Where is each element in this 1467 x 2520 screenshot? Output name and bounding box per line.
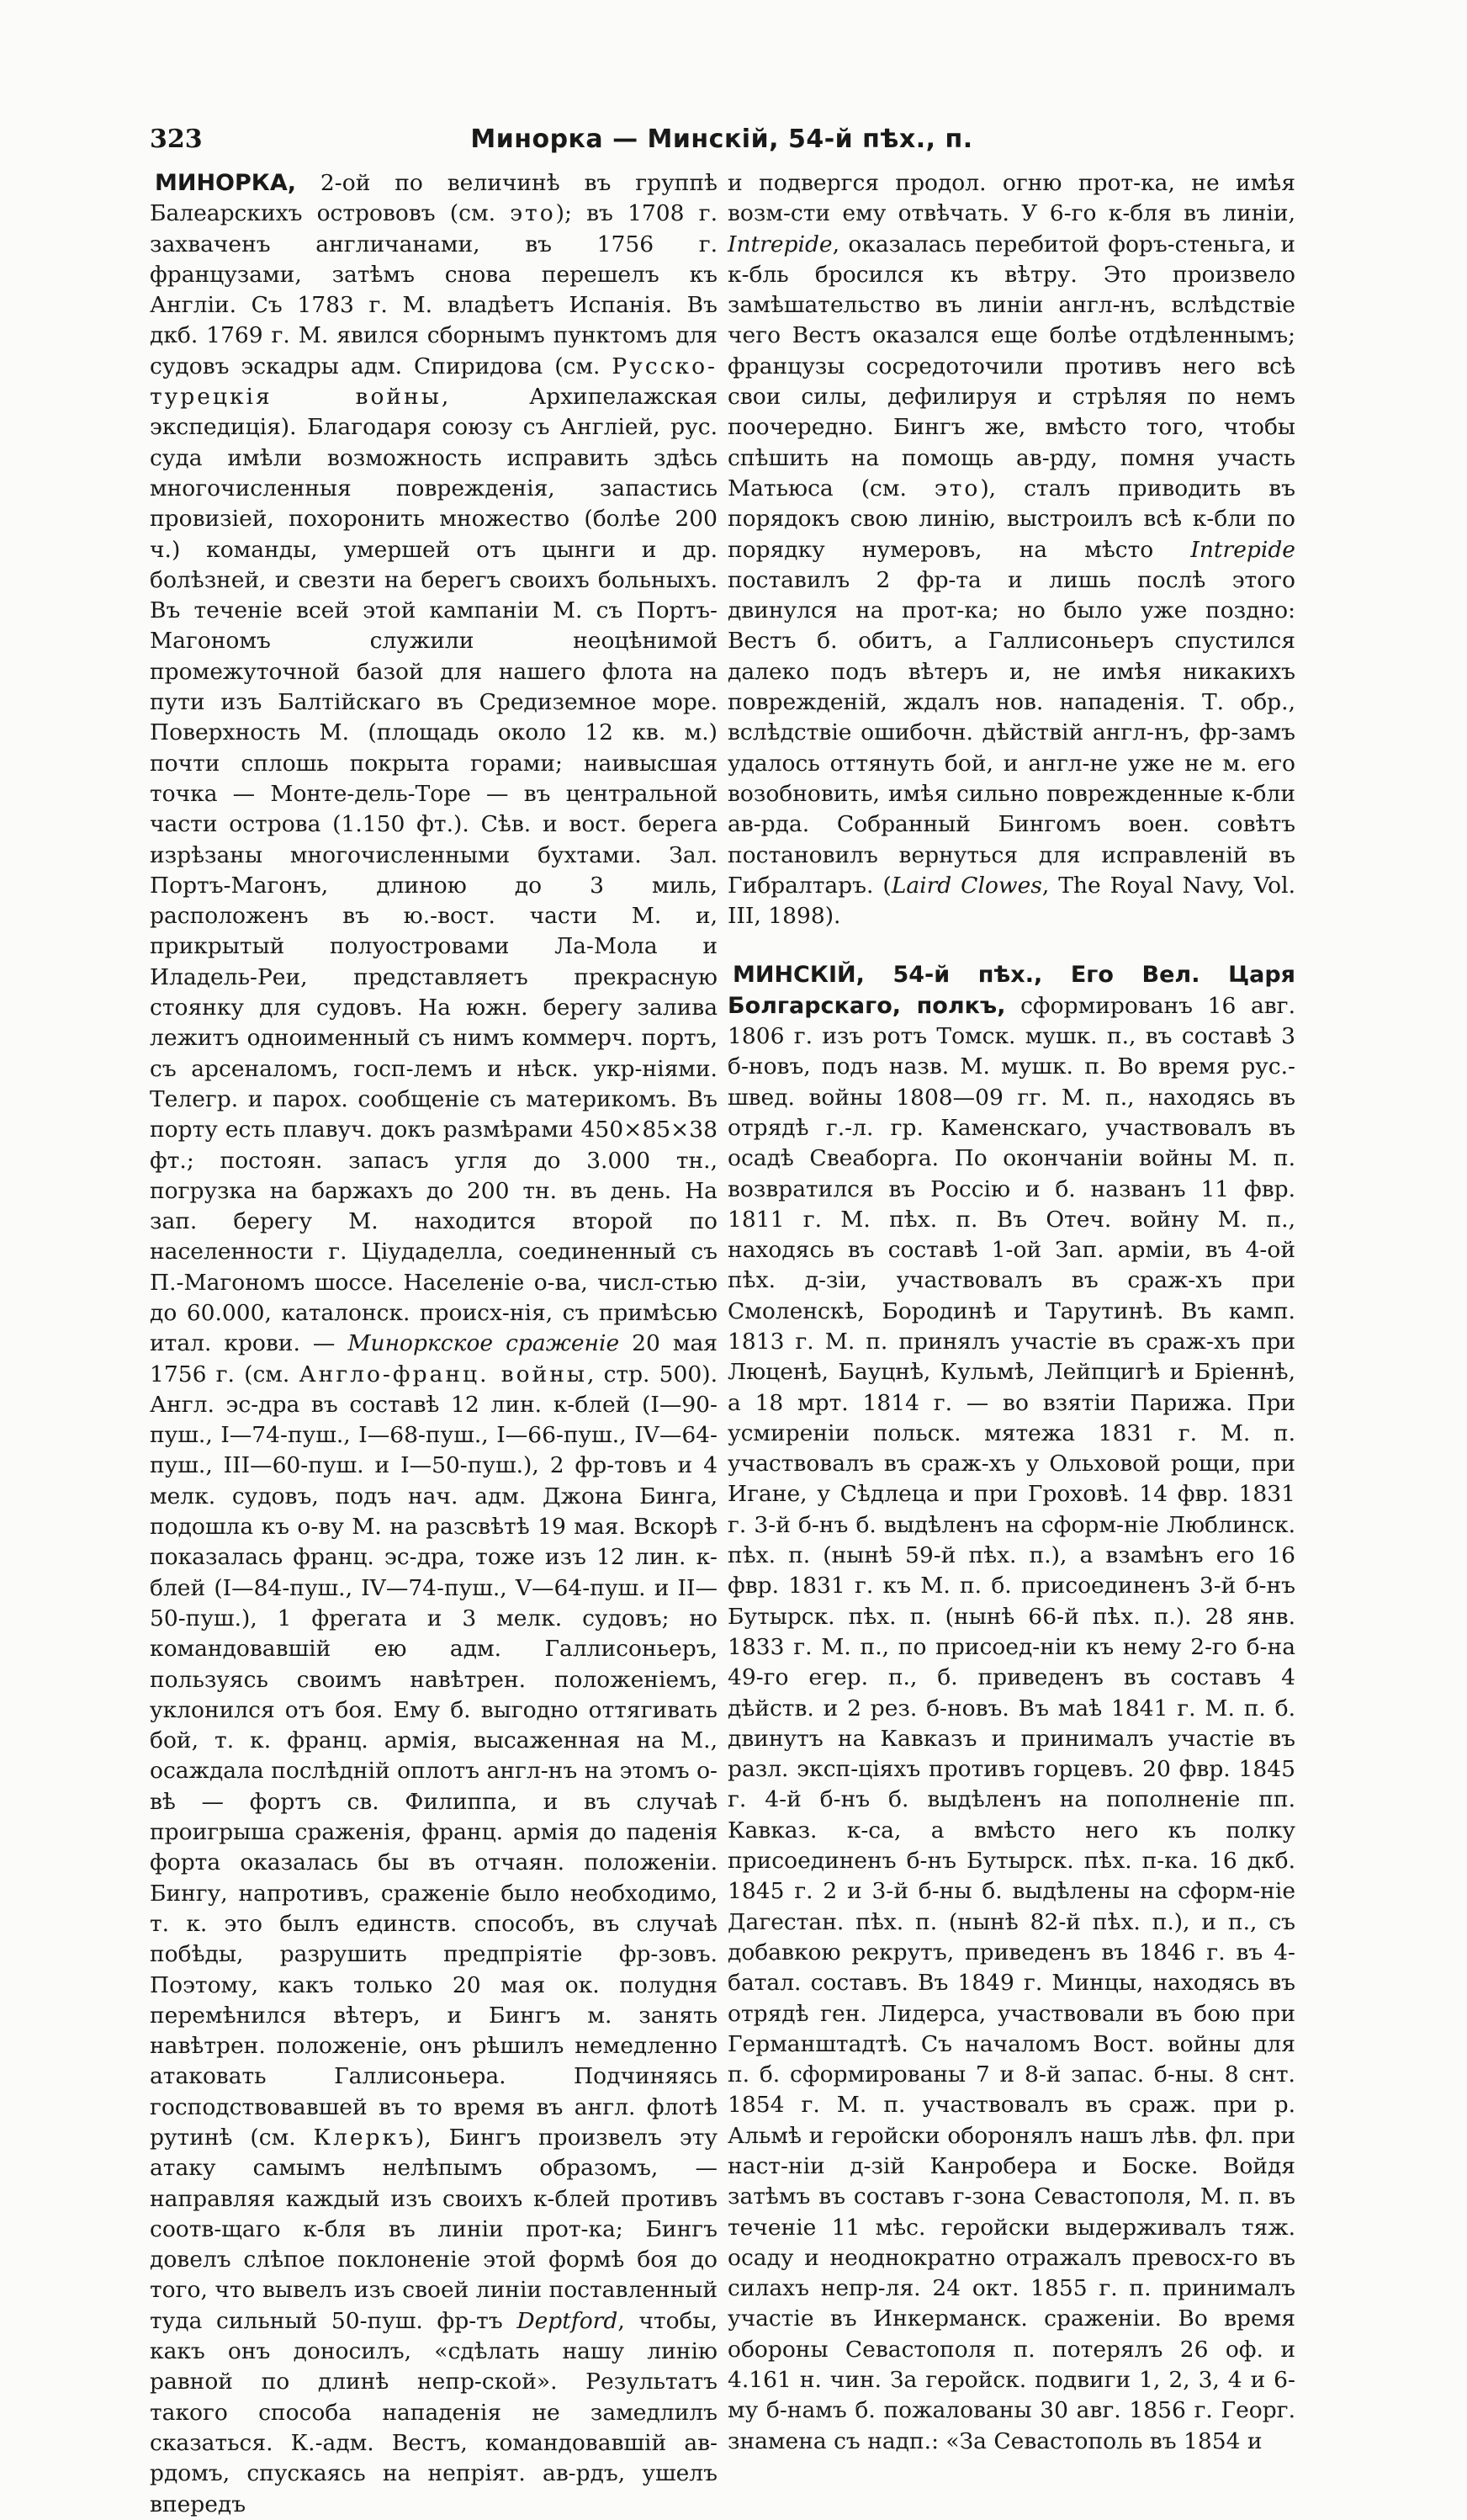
headword-minskiy: МИНСКІЙ, 54-й пѣх., Его Вел. Царя Болгарскаго, полкъ,: [728, 962, 1295, 1019]
text-run: ), Бингъ произвелъ эту атаку самымъ нелѣпымъ образомъ, — направляя каждый изъ своихъ к-блей противъ соотв-щаго к-бля въ линіи прот-ка; Бингъ довелъ слѣпое поклоненіе этой формѣ боя до того, что вывелъ изъ своей линіи поставленный туда сильный 50-пуш. фр-тъ: [150, 2125, 718, 2334]
entry-minorka-continued: [728, 168, 1295, 931]
right-column: [728, 168, 1295, 2457]
cross-reference: Англо-франц. войны: [299, 1361, 587, 1387]
text-run: сформированъ 16 авг. 1806 г. изъ ротъ Томск. мушк. п., въ составѣ 3 б-новъ, подъ назв. М. мушк. п. Во время рус.-швед. войны 1808—09 гг. М. п., находясь въ отрядѣ г.-л. гр. Каменскаго, участвовалъ въ осадѣ Свеаборга. По окончаніи войны М. п. возвратился въ Россію и б. названъ 11 фвр. 1811 г. М. пѣх. п. Въ Отеч. войну М. п., находясь въ составѣ 1-ой Зап. арміи, въ 4-ой пѣх. д-зіи, участвовалъ въ сраж-хъ при Смоленскѣ, Бородинѣ и Тарутинѣ. Въ камп. 1813 г. М. п. принялъ участіе въ сраж-хъ при Люценѣ, Бауцнѣ, Кульмѣ, Лейпцигѣ и Бріеннѣ, а 18 мрт. 1814 г. — во взятіи Парижа. При усмиреніи польск. мятежа 1831 г. М. п. участвовалъ въ сраж-хъ у Ольховой рощи, при Игане, у Сѣдлеца и при Гроховѣ. 14 фвр. 1831 г. 3-й б-нъ б. выдѣленъ на сформ-ніе Люблинск. пѣх. п. (нынѣ 59-й пѣх. п.), а взамѣнъ его 16 фвр. 1831 г. къ М. п. б. присоединенъ 3-й б-нъ Бутырск. пѣх. п. (нынѣ 66-й пѣх. п.). 28 янв. 1833 г. М. п., по присоед-ніи къ нему 2-го б-на 49-го егер. п., б. приведенъ въ составъ 4 дѣйств. и 2 рез. б-новъ. Въ маѣ 1841 г. М. п. б. двинутъ на Кавказъ и принималъ участіе въ разл. эксп-ціяхъ противъ горцевъ. 20 фвр. 1845 г. 4-й б-нъ б. выдѣленъ на пополненіе пп. Кавказ. к-са, а вмѣсто него къ полку присоединенъ б-нъ Бутырск. пѣх. п-ка. 16 дкб. 1845 г. 2 и 3-й б-ны б. выдѣлены на сформ-ніе Дагестан. пѣх. п. (нынѣ 82-й пѣх. п.), и п., съ добавкою рекрутъ, приведенъ въ 1846 г. въ 4-батал. составъ. Въ 1849 г. Минцы, находясь въ отрядѣ ген. Лидерса, участвовали въ бою при Германштадтѣ. Съ началомъ Вост. войны для п. б. сформированы 7 и 8-й запас. б-ны. 8 снт. 1854 г. М. п. участвовалъ въ сраж. при р. Альмѣ и геройски оборонялъ нашъ лѣв. фл. при наст-ніи д-зій Канробера и Боске. Войдя затѣмъ въ составъ г-зона Севастополя, М. п. въ теченіе 11 мѣс. геройски выдерживалъ тяж. осаду и неоднократно отражалъ превосх-го въ силахъ непр-ля. 24 окт. 1855 г. п. принималъ участіе въ Инкерманск. сраженіи. Во время обороны Севастополя п. потерялъ 26 оф. и 4.161 н. чин. За геройск. подвиги 1, 2, 3, 4 и 6-му б-намъ б. пожалованы 30 авг. 1856 г. Георг. знамена съ надп.: «За Севастополь въ 1854 и: [728, 992, 1295, 2454]
cross-reference: это: [934, 475, 981, 501]
text-run: 20 мая 1756 г. (см.: [150, 1330, 718, 1387]
ship-name: Intrepide: [728, 231, 833, 257]
ship-name: Deptford: [516, 2307, 618, 2334]
entry-minskiy: [728, 960, 1295, 2457]
text-run: 2-ой по величинѣ въ группѣ Балеарскихъ острововъ (см.: [150, 170, 718, 227]
page-number: 323: [150, 125, 203, 154]
text-run: , оказалась перебитой форъ-стеньга, и к-бль бросился къ вѣтру. Это произвело замѣшательство въ линіи англ-нъ, вслѣдствіе чего Вестъ оказался еще болѣе отдѣленнымъ; французы сосредоточили противъ него всѣ свои силы, дефилируя и стрѣляя по немъ поочередно. Бингъ же, вмѣсто того, чтобы спѣшить на помощь ав-рду, помня участь Матьюса (см.: [728, 231, 1295, 501]
citation-author: Laird Clowes: [891, 872, 1042, 899]
left-column: [150, 168, 718, 2520]
cross-reference: это: [510, 200, 556, 227]
text-run: , Архипелажская экспедиція). Благодаря союзу съ Англіей, рус. суда имѣли возможность исправить здѣсь многочисленныя поврежденія, запастись провизіей, похоронить множество (болѣе 200 ч.) команды, умершей отъ цынги и др. болѣзней, и свезти на берегъ своихъ больныхъ. Въ теченіе всей этой кампаніи М. съ Портъ-Магономъ служили неоцѣнимой промежуточной базой для нашего флота на пути изъ Балтійскаго въ Средиземное море. Поверхность М. (площадь около 12 кв. м.) почти сплошь покрыта горами; наивысшая точка — Монте-дель-Торе — въ центральной части острова (1.150 фт.). Сѣв. и вост. берега изрѣзаны многочисленными бухтами. Зал. Портъ-Магонъ, длиною до 3 миль, расположенъ въ ю.-вост. части М. и, прикрытый полуостровами Ла-Мола и Иладель-Реи, представляетъ прекрасную стоянку для судовъ. На южн. берегу залива лежитъ одноименный съ нимъ коммерч. портъ, съ арсеналомъ, госп-лемъ и нѣск. укр-ніями. Телегр. и парох. сообщеніе съ материкомъ. Въ порту есть плавуч. докъ размѣрами 450×85×38 фт.; постоян. запасъ угля до 3.000 тн., погрузка на баржахъ до 200 тн. въ день. На зап. берегу М. находится второй по населенности г. Ціудаделла, соединенный съ П.-Магономъ шоссе. Населеніе о-ва, числ-стью до 60.000, каталонск. происх-нія, съ примѣсью итал. крови. —: [150, 384, 718, 1357]
cross-reference: Клеркъ: [313, 2125, 416, 2151]
text-run: , чтобы, какъ онъ доносилъ, «сдѣлать нашу линію равной по длинѣ непр-ской». Результатъ такого способа нападенія не замедлилъ сказаться. К.-адм. Вестъ, командовавшій ав-рдомъ, спускаясь на непріят. ав-рдъ, ушелъ впередъ: [150, 2307, 718, 2517]
text-run: , стр. 500). Англ. эс-дра въ составѣ 12 лин. к-блей (I—90-пуш., I—74-пуш., I—68-пуш., I—66-пуш., IV—64-пуш., III—60-пуш. и I—50-пуш.), 2 фр-товъ и 4 мелк. судовъ, подъ нач. адм. Джона Бинга, подошла къ о-ву М. на разсвѣтѣ 19 мая. Вскорѣ показалась франц. эс-дра, тоже изъ 12 лин. к-блей (I—84-пуш., IV—74-пуш., V—64-пуш. и II—50-пуш.), 1 фрегата и 3 мелк. судовъ; но командовавшій ею адм. Галлисоньеръ, пользуясь своимъ навѣтрен. положеніемъ, уклонился отъ боя. Ему б. выгодно оттягивать бой, т. к. франц. армія, высаженная на М., осаждала послѣдній оплотъ англ-нъ на этомъ о-вѣ — фортъ св. Филиппа, и въ случаѣ проигрыша сраженія, франц. армія до паденія форта оказалась бы въ отчаян. положеніи. Бингу, напротивъ, сраженіе было необходимо, т. к. это былъ единств. способъ, въ случаѣ побѣды, разрушить предпріятіе фр-зовъ. Поэтому, какъ только 20 мая ок. полудня перемѣнился вѣтеръ, и Бингъ м. занять навѣтрен. положеніе, онъ рѣшилъ немедленно атаковать Галлисоньера. Подчиняясь господствовавшей въ то время въ англ. флотѣ рутинѣ (см.: [150, 1361, 718, 2151]
text-run: , The Royal Navy, Vol. III, 1898).: [728, 872, 1295, 930]
text-run: и подвергся продол. огню прот-ка, не имѣя возм-сти ему отвѣчать. У 6-го к-бля въ линіи,: [728, 170, 1295, 227]
ship-name: Intrepide: [1190, 536, 1295, 563]
headword-minorka: МИНОРКА,: [155, 170, 297, 196]
text-run: ), сталъ приводить въ порядокъ свою линію, выстроилъ всѣ к-бли по порядку нумеровъ, на мѣсто: [728, 475, 1295, 563]
entry-minorka: [150, 168, 718, 2520]
running-title: Минорка — Минскій, 54-й пѣх., п.: [470, 125, 973, 154]
page-header: [150, 125, 1294, 162]
text-run: поставилъ 2 фр-та и лишь послѣ этого двинулся на прот-ка; но было уже поздно: Вестъ б. обитъ, а Галлисоньеръ спустился далеко подъ вѣтеръ и, не имѣя никакихъ поврежденій, ждалъ нов. нападенія. Т. обр., вслѣдствіе ошибочн. дѣйствій англ-нъ, фр-замъ удалось оттянуть бой, и англ-не уже не м. его возобновить, имѣя сильно поврежденные к-бли ав-рда. Собранный Бингомъ воен. совѣтъ постановилъ вернуться для исправленій въ Гибралтаръ. (: [728, 566, 1295, 899]
text-run: ); въ 1708 г. захваченъ англичанами, въ 1756 г. французами, затѣмъ снова перешелъ къ Англіи. Съ 1783 г. М. владѣетъ Испанія. Въ дкб. 1769 г. М. явился сборнымъ пунктомъ для судовъ эскадры адм. Спиридова (см.: [150, 200, 718, 379]
italic-term: Миноркское сраженіе: [347, 1330, 620, 1357]
cross-reference: Русско-турецкія войны: [150, 353, 718, 411]
